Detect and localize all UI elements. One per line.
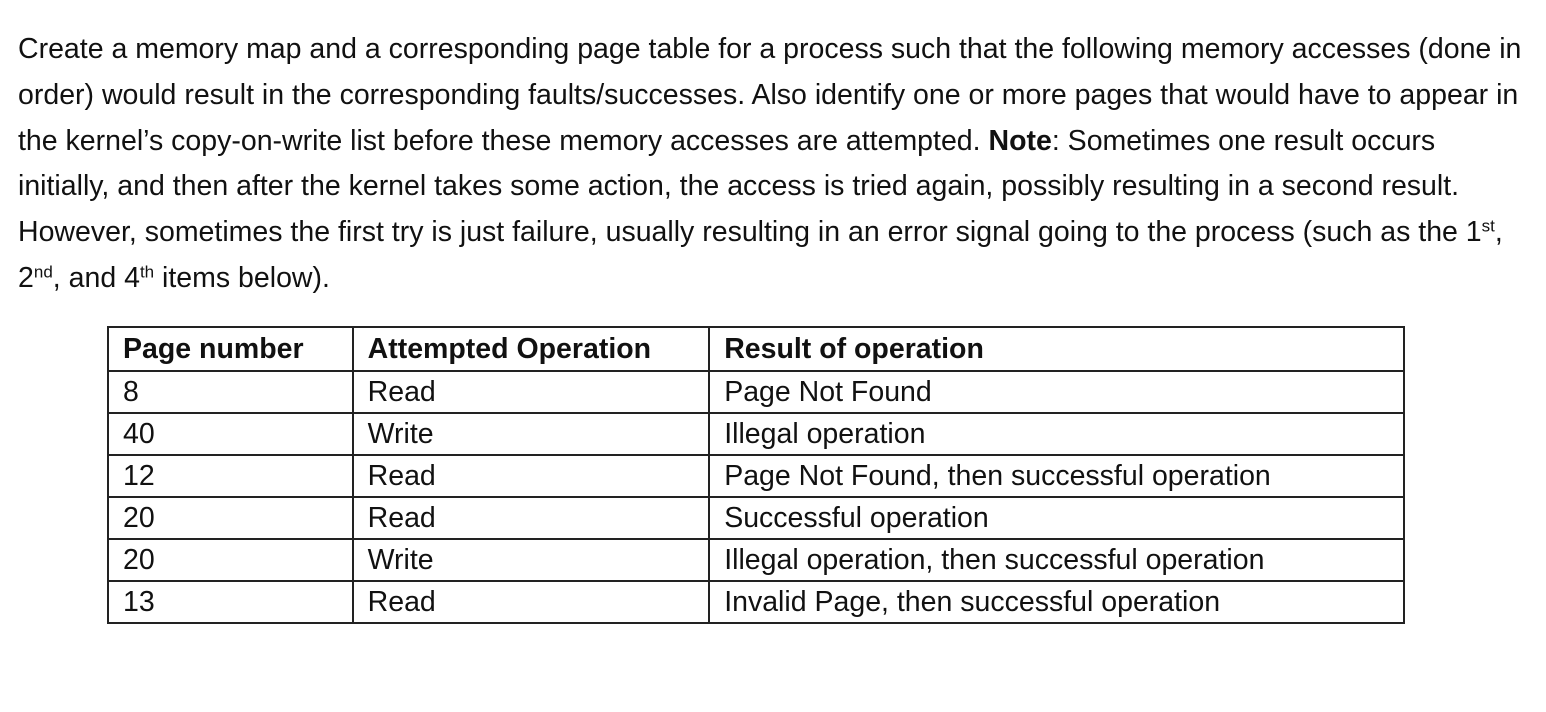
table-header-row: [108, 327, 1404, 371]
cell-result: Successful operation: [709, 497, 1404, 539]
note-label: Note: [988, 124, 1052, 157]
table-row: [108, 497, 1404, 539]
instructions-part4: , and 4: [52, 261, 140, 294]
instructions-part1: Create a memory map and a corresponding page table for a process such that the following memory accesses (done in order) would result in the corresponding faults/successes. Also identify one or more pages that would have to appear in the kernel’s copy-on-write list before these memory accesses are attempted.: [18, 33, 1522, 157]
ordinal-suffix-4: th: [139, 262, 155, 282]
cell-page-number: 20: [108, 539, 353, 581]
cell-result: Page Not Found, then successful operation: [709, 455, 1404, 497]
instructions-part2: : Sometimes one result occurs initially, and then after the kernel takes some action, the access is tried again, possibly resulting in a second result. However, sometimes the first try is just failure, usually resulting in an error signal going to the process (such as the 1: [18, 124, 1482, 249]
instructions-part5: items below).: [154, 261, 330, 294]
table-row: [108, 539, 1404, 581]
cell-result: Invalid Page, then successful operation: [709, 581, 1404, 623]
memory-access-table: [107, 326, 1405, 624]
cell-operation: Read: [353, 497, 710, 539]
cell-operation: Write: [353, 413, 710, 455]
cell-page-number: 8: [108, 371, 353, 413]
table-row: [108, 455, 1404, 497]
table-row: [108, 371, 1404, 413]
cell-page-number: 20: [108, 497, 353, 539]
cell-operation: Write: [353, 539, 710, 581]
header-result-of-operation: Result of operation: [709, 327, 1404, 371]
table-row: [108, 581, 1404, 623]
ordinal-suffix-2: nd: [33, 262, 53, 282]
header-page-number: Page number: [108, 327, 353, 371]
instructions-part3: , 2: [18, 216, 1503, 294]
cell-operation: Read: [353, 455, 710, 497]
cell-result: Illegal operation, then successful operation: [709, 539, 1404, 581]
table-row: [108, 413, 1404, 455]
cell-page-number: 12: [108, 455, 353, 497]
cell-result: Page Not Found: [709, 371, 1404, 413]
cell-operation: Read: [353, 581, 710, 623]
instructions-paragraph: [18, 27, 1528, 302]
header-attempted-operation: Attempted Operation: [353, 327, 710, 371]
ordinal-suffix-1: st: [1481, 216, 1495, 236]
cell-page-number: 40: [108, 413, 353, 455]
cell-result: Illegal operation: [709, 413, 1404, 455]
cell-page-number: 13: [108, 581, 353, 623]
cell-operation: Read: [353, 371, 710, 413]
